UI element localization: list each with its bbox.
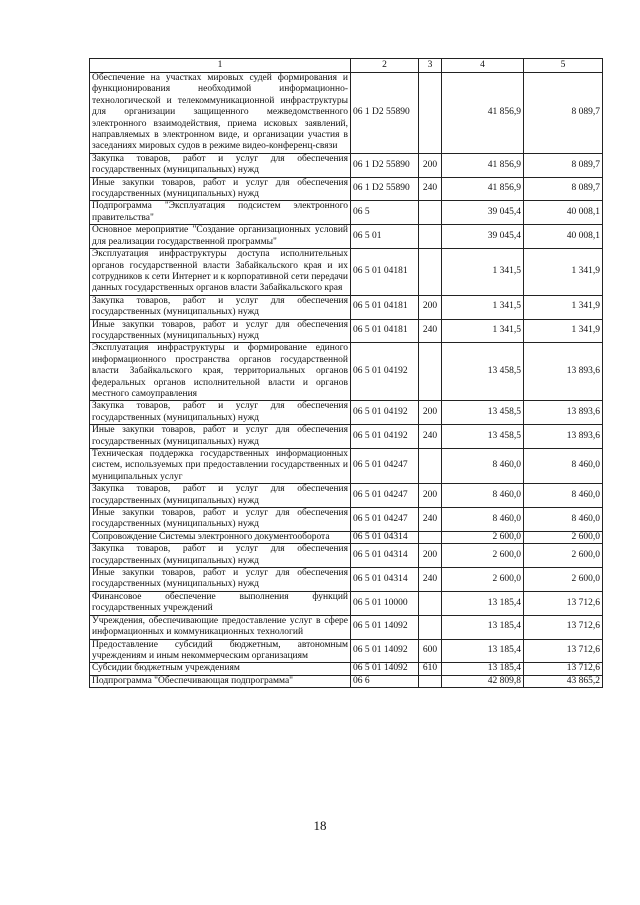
row-amount-2-cell: 8 089,7: [524, 73, 603, 154]
table-row: [90, 568, 603, 592]
row-expense-type-cell: [419, 531, 442, 543]
row-amount-1-cell: 13 185,4: [442, 615, 524, 639]
table-row: [90, 153, 603, 177]
table-row: [90, 484, 603, 508]
table-row: [90, 343, 603, 401]
row-expense-type-cell: 200: [419, 153, 442, 177]
row-expense-type-cell: [419, 615, 442, 639]
page-number: 18: [313, 818, 327, 833]
row-code-cell: 06 5 01 04247: [351, 484, 419, 508]
row-name-cell: Иные закупки товаров, работ и услуг для обеспечения государственных (муниципальных) нужд: [90, 425, 351, 449]
row-code-cell: 06 1 D2 55890: [351, 153, 419, 177]
row-code-cell: 06 5 01 14092: [351, 615, 419, 639]
row-amount-1-cell: 2 600,0: [442, 544, 524, 568]
row-expense-type-cell: 240: [419, 568, 442, 592]
row-amount-1-cell: 13 458,5: [442, 425, 524, 449]
row-expense-type-cell: [419, 675, 442, 687]
row-expense-type-cell: 600: [419, 639, 442, 663]
row-amount-1-cell: 41 856,9: [442, 177, 524, 201]
table-row: [90, 508, 603, 532]
table-header-row: [90, 59, 603, 73]
row-name-cell: Закупка товаров, работ и услуг для обеспечения государственных (муниципальных) нужд: [90, 544, 351, 568]
row-amount-2-cell: 13 893,6: [524, 425, 603, 449]
table-row: [90, 663, 603, 675]
row-amount-1-cell: 8 460,0: [442, 449, 524, 484]
row-expense-type-cell: [419, 225, 442, 249]
table-row: [90, 615, 603, 639]
row-amount-2-cell: 2 600,0: [524, 568, 603, 592]
row-name-cell: Закупка товаров, работ и услуг для обеспечения государственных (муниципальных) нужд: [90, 401, 351, 425]
row-amount-1-cell: 2 600,0: [442, 531, 524, 543]
row-name-cell: Иные закупки товаров, работ и услуг для обеспечения государственных (муниципальных) нужд: [90, 319, 351, 343]
row-name-cell: Техническая поддержка государственных информационных систем, используемых при предоставлении государственных и муниципальных услуг: [90, 449, 351, 484]
row-expense-type-cell: 240: [419, 177, 442, 201]
row-expense-type-cell: [419, 591, 442, 615]
row-code-cell: 06 5 01 14092: [351, 639, 419, 663]
row-code-cell: 06 5 01 04314: [351, 531, 419, 543]
row-expense-type-cell: 200: [419, 401, 442, 425]
row-code-cell: 06 5 01 04192: [351, 401, 419, 425]
row-code-cell: 06 5 01 10000: [351, 591, 419, 615]
row-code-cell: 06 5 01 04181: [351, 249, 419, 296]
table-row: [90, 319, 603, 343]
row-code-cell: 06 5 01 04181: [351, 295, 419, 319]
row-name-cell: Иные закупки товаров, работ и услуг для обеспечения государственных (муниципальных) нужд: [90, 177, 351, 201]
column-header: 3: [419, 59, 442, 73]
table-row: [90, 225, 603, 249]
row-expense-type-cell: 200: [419, 484, 442, 508]
row-amount-1-cell: 1 341,5: [442, 249, 524, 296]
row-name-cell: Подпрограмма "Эксплуатация подсистем электронного правительства": [90, 201, 351, 225]
row-amount-2-cell: 40 008,1: [524, 225, 603, 249]
row-name-cell: Эксплуатация инфраструктуры доступа исполнительных органов государственной власти Забайкальского края и их сотрудников к сети Интернет и к корпоративной сети передачи данных государственных органов власти Забайкальского края: [90, 249, 351, 296]
row-expense-type-cell: 200: [419, 295, 442, 319]
row-name-cell: Обеспечение на участках мировых судей формирования и функционирования необходимой информационно-технологической и телекоммуникационной инфраструктуры для организации защищенного межведомственного электронного взаимодействия, приема исковых заявлений, направляемых в электронном виде, и организации участия в заседаниях мировых судов в режиме видео-конференц-связи: [90, 73, 351, 154]
row-amount-1-cell: 41 856,9: [442, 73, 524, 154]
row-name-cell: Закупка товаров, работ и услуг для обеспечения государственных (муниципальных) нужд: [90, 295, 351, 319]
row-amount-2-cell: 1 341,9: [524, 319, 603, 343]
row-amount-1-cell: 13 185,4: [442, 639, 524, 663]
row-code-cell: 06 5 01 04181: [351, 319, 419, 343]
row-name-cell: Иные закупки товаров, работ и услуг для обеспечения государственных (муниципальных) нужд: [90, 568, 351, 592]
row-amount-2-cell: 13 893,6: [524, 401, 603, 425]
row-code-cell: 06 1 D2 55890: [351, 177, 419, 201]
row-name-cell: Субсидии бюджетным учреждениям: [90, 663, 351, 675]
row-amount-2-cell: 13 712,6: [524, 615, 603, 639]
row-expense-type-cell: 240: [419, 425, 442, 449]
table-row: [90, 425, 603, 449]
row-code-cell: 06 5 01 04314: [351, 568, 419, 592]
row-code-cell: 06 5 01 04247: [351, 508, 419, 532]
row-amount-1-cell: 8 460,0: [442, 508, 524, 532]
row-name-cell: Закупка товаров, работ и услуг для обеспечения государственных (муниципальных) нужд: [90, 153, 351, 177]
row-expense-type-cell: [419, 343, 442, 401]
row-name-cell: Финансовое обеспечение выполнения функций государственных учреждений: [90, 591, 351, 615]
row-amount-1-cell: 41 856,9: [442, 153, 524, 177]
table-row: [90, 295, 603, 319]
row-amount-1-cell: 8 460,0: [442, 484, 524, 508]
row-amount-2-cell: 13 712,6: [524, 663, 603, 675]
row-code-cell: 06 5 01 04314: [351, 544, 419, 568]
row-name-cell: Эксплуатация инфраструктуры и формирование единого информационного пространства органов государственной власти Забайкальского края, территориальных органов федеральных органов исполнительной власти и органов местного самоуправления: [90, 343, 351, 401]
table-row: [90, 639, 603, 663]
table-row: [90, 531, 603, 543]
row-amount-1-cell: 13 458,5: [442, 343, 524, 401]
row-code-cell: 06 5 01 14092: [351, 663, 419, 675]
row-code-cell: 06 6: [351, 675, 419, 687]
row-amount-1-cell: 42 809,8: [442, 675, 524, 687]
row-name-cell: Иные закупки товаров, работ и услуг для обеспечения государственных (муниципальных) нужд: [90, 508, 351, 532]
row-amount-1-cell: 39 045,4: [442, 201, 524, 225]
row-expense-type-cell: 610: [419, 663, 442, 675]
row-amount-2-cell: 40 008,1: [524, 201, 603, 225]
row-expense-type-cell: [419, 449, 442, 484]
row-amount-2-cell: 43 865,2: [524, 675, 603, 687]
row-name-cell: Основное мероприятие "Создание организационных условий для реализации государственной программы": [90, 225, 351, 249]
row-amount-2-cell: 13 712,6: [524, 639, 603, 663]
row-amount-2-cell: 8 460,0: [524, 508, 603, 532]
row-amount-2-cell: 13 712,6: [524, 591, 603, 615]
row-expense-type-cell: [419, 249, 442, 296]
table-row: [90, 177, 603, 201]
row-name-cell: Сопровождение Системы электронного документооборота: [90, 531, 351, 543]
row-amount-2-cell: 8 089,7: [524, 153, 603, 177]
column-header: 2: [351, 59, 419, 73]
table-row: [90, 675, 603, 687]
row-amount-1-cell: 13 185,4: [442, 663, 524, 675]
row-expense-type-cell: 240: [419, 319, 442, 343]
row-code-cell: 06 5 01 04247: [351, 449, 419, 484]
row-expense-type-cell: [419, 201, 442, 225]
row-amount-1-cell: 1 341,5: [442, 295, 524, 319]
column-header: 1: [90, 59, 351, 73]
row-amount-2-cell: 8 089,7: [524, 177, 603, 201]
table-row: [90, 73, 603, 154]
row-expense-type-cell: 240: [419, 508, 442, 532]
table-row: [90, 591, 603, 615]
row-amount-1-cell: 39 045,4: [442, 225, 524, 249]
table-body: [90, 73, 603, 688]
row-name-cell: Закупка товаров, работ и услуг для обеспечения государственных (муниципальных) нужд: [90, 484, 351, 508]
table-row: [90, 249, 603, 296]
row-amount-2-cell: 1 341,9: [524, 249, 603, 296]
row-expense-type-cell: [419, 73, 442, 154]
column-header: 5: [524, 59, 603, 73]
row-amount-2-cell: 13 893,6: [524, 343, 603, 401]
row-code-cell: 06 5: [351, 201, 419, 225]
row-name-cell: Предоставление субсидий бюджетным, автономным учреждениям и иным некоммерческим организациям: [90, 639, 351, 663]
row-amount-2-cell: 1 341,9: [524, 295, 603, 319]
row-amount-2-cell: 8 460,0: [524, 484, 603, 508]
row-code-cell: 06 1 D2 55890: [351, 73, 419, 154]
row-name-cell: Учреждения, обеспечивающие предоставление услуг в сфере информационных и коммуникационных технологий: [90, 615, 351, 639]
column-header: 4: [442, 59, 524, 73]
table-row: [90, 544, 603, 568]
row-name-cell: Подпрограмма "Обеспечивающая подпрограмма": [90, 675, 351, 687]
row-amount-1-cell: 13 185,4: [442, 591, 524, 615]
table-row: [90, 401, 603, 425]
row-code-cell: 06 5 01: [351, 225, 419, 249]
row-amount-1-cell: 1 341,5: [442, 319, 524, 343]
row-amount-2-cell: 2 600,0: [524, 531, 603, 543]
table-row: [90, 201, 603, 225]
row-code-cell: 06 5 01 04192: [351, 343, 419, 401]
table-row: [90, 449, 603, 484]
row-amount-1-cell: 13 458,5: [442, 401, 524, 425]
budget-table: [89, 58, 603, 688]
row-amount-2-cell: 8 460,0: [524, 449, 603, 484]
row-code-cell: 06 5 01 04192: [351, 425, 419, 449]
row-expense-type-cell: 200: [419, 544, 442, 568]
row-amount-1-cell: 2 600,0: [442, 568, 524, 592]
row-amount-2-cell: 2 600,0: [524, 544, 603, 568]
